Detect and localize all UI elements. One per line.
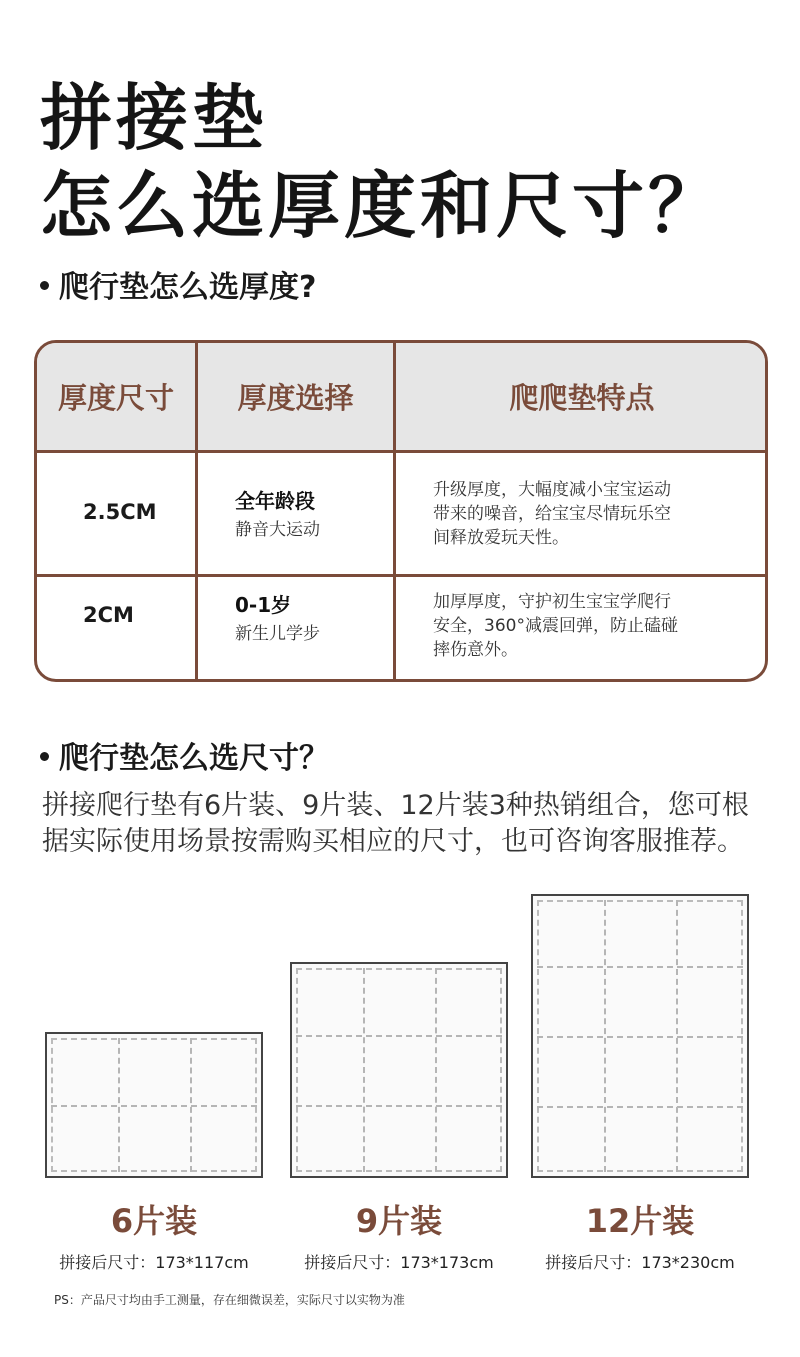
row-1-size: 2.5CM	[83, 500, 157, 524]
row-1-description-line: 带来的噪音，给宝宝尽情玩乐空	[433, 504, 671, 524]
row-1-choice-sub: 静音大运动	[235, 520, 320, 540]
row-2-choice-main: 0-1岁	[235, 593, 292, 617]
section-size-heading	[40, 733, 329, 777]
mat-tile-seam	[296, 1105, 502, 1107]
mat-tile-seam	[363, 968, 365, 1172]
mat-tile-seam	[51, 1105, 257, 1107]
row-1-choice-main: 全年龄段	[235, 489, 315, 513]
row-2-description	[433, 590, 733, 662]
pack-9-label: 9片装	[355, 1202, 443, 1240]
row-2-choice-sub: 新生儿学步	[235, 624, 320, 644]
row-1-description-line: 间释放爱玩天性。	[433, 528, 569, 548]
row-1-description-line: 升级厚度，大幅度减小宝宝运动	[433, 480, 671, 500]
page-title-line-2: 怎么选厚度和尺寸？	[40, 164, 725, 248]
pack-6-size: 拼接后尺寸：173*117cm	[59, 1253, 249, 1272]
mat-9-piece-illustration	[290, 962, 508, 1178]
mat-border-dashed	[296, 968, 502, 1172]
bullet-dot-icon	[40, 752, 49, 761]
mat-tile-seam	[537, 966, 743, 968]
thickness-table	[34, 340, 768, 682]
pack-12-label: 12片装	[585, 1202, 695, 1240]
table-header-choice: 厚度选择	[237, 381, 354, 415]
section-size-title: 爬行垫怎么选尺寸？	[59, 741, 329, 776]
row-2-size: 2CM	[83, 603, 134, 627]
section-thickness-heading	[40, 262, 316, 306]
mat-6-piece-illustration	[45, 1032, 263, 1178]
row-2-description-line: 加厚厚度，守护初生宝宝学爬行	[433, 592, 671, 612]
pack-12-size: 拼接后尺寸：173*230cm	[545, 1253, 735, 1272]
pack-9-size: 拼接后尺寸：173*173cm	[304, 1253, 494, 1272]
pack-6-label: 6片装	[110, 1202, 198, 1240]
size-description: 拼接爬行垫有6片装、9片装、12片装3种热销组合，您可根据实际使用场景按需购买相应的尺寸，也可咨询客服推荐。	[42, 790, 749, 857]
row-2-description-line: 安全，360°减震回弹，防止磕碰	[433, 616, 678, 636]
table-header-features: 爬爬垫特点	[509, 381, 655, 415]
mat-tile-seam	[435, 968, 437, 1172]
section-thickness-title: 爬行垫怎么选厚度?	[59, 270, 317, 305]
row-2-description-line: 摔伤意外。	[433, 640, 518, 660]
bullet-dot-icon	[40, 281, 49, 290]
mat-tile-seam	[537, 1036, 743, 1038]
mat-tile-seam	[296, 1035, 502, 1037]
table-header-size: 厚度尺寸	[57, 381, 174, 415]
mat-12-piece-illustration	[531, 894, 749, 1178]
page-title-line-1: 拼接垫	[40, 76, 269, 160]
footnote: PS：产品尺寸均由手工测量，存在细微误差，实际尺寸以实物为准	[54, 1293, 405, 1307]
mat-tile-seam	[537, 1106, 743, 1108]
row-1-description	[433, 478, 733, 550]
table-row-divider	[37, 574, 765, 577]
